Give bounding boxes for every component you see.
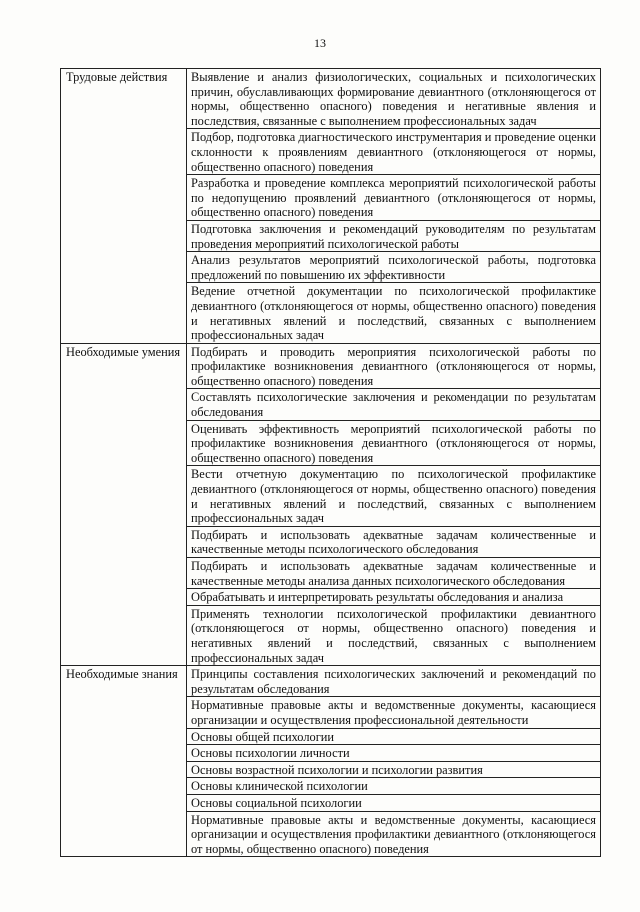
required-knowledge-item: Принципы составления психологических заключений и рекомендаций по результатам обследования bbox=[187, 666, 601, 697]
required-knowledge-item: Нормативные правовые акты и ведомственные документы, касающиеся организации и осуществления профилактики девиантного (отклоняющегося от нормы, общественно опасного) поведения bbox=[187, 811, 601, 857]
work-actions-item: Разработка и проведение комплекса мероприятий психологической работы по недопущению проявлений девиантного (отклоняющегося от нормы, общественно опасного) поведения bbox=[187, 175, 601, 221]
required-knowledge-item: Основы общей психологии bbox=[187, 728, 601, 745]
required-skills-item: Подбирать и проводить мероприятия психологической работы по профилактике возникновения девиантного (отклоняющегося от нормы, общественно опасного) поведения bbox=[187, 343, 601, 389]
required-skills-item: Вести отчетную документацию по психологической профилактике девиантного (отклоняющегося от нормы, общественно опасного) поведения и негативных явлений и последствий, связанных с выполнением профессиональных задач bbox=[187, 466, 601, 526]
required-skills-item: Применять технологии психологической профилактики девиантного (отклоняющегося от нормы, общественно опасного) поведения и негативных явлений и последствий, связанных с выполнением профессиональных задач bbox=[187, 605, 601, 665]
competency-table bbox=[60, 68, 601, 857]
required-skills-item: Подбирать и использовать адекватные задачам количественные и качественные методы психологического обследования bbox=[187, 526, 601, 557]
required-knowledge-label: Необходимые знания bbox=[61, 666, 187, 857]
work-actions-item: Выявление и анализ физиологических, социальных и психологических причин, обуславливающих формирование девиантного (отклоняющегося от нормы, общественно опасного) поведения и негативные явления и последствия, связанные с выполнением профессиональных задач bbox=[187, 69, 601, 129]
required-knowledge-item: Основы возрастной психологии и психологии развития bbox=[187, 761, 601, 778]
required-knowledge-item: Основы психологии личности bbox=[187, 745, 601, 762]
work-actions-item: Подбор, подготовка диагностического инструментария и проведение оценки склонности к проявлениям девиантного (отклоняющегося от нормы, общественно опасного) поведения bbox=[187, 129, 601, 175]
required-knowledge-item: Основы социальной психологии bbox=[187, 794, 601, 811]
required-skills-label: Необходимые умения bbox=[61, 343, 187, 665]
work-actions-item: Ведение отчетной документации по психологической профилактике девиантного (отклоняющегося от нормы, общественно опасного) поведения и негативных явлений и последствий, связанных с выполнением профессиональных задач bbox=[187, 283, 601, 343]
required-skills-item: Оценивать эффективность мероприятий психологической работы по профилактике возникновения девиантного (отклоняющегося от нормы, общественно опасного) поведения bbox=[187, 420, 601, 466]
required-knowledge-item: Основы клинической психологии bbox=[187, 778, 601, 795]
table-body bbox=[61, 69, 601, 857]
page-number: 13 bbox=[314, 36, 326, 50]
required-skills-item: Подбирать и использовать адекватные задачам количественные и качественные методы анализа данных психологического обследования bbox=[187, 558, 601, 589]
work-actions-label: Трудовые действия bbox=[61, 69, 187, 344]
required-knowledge-item: Нормативные правовые акты и ведомственные документы, касающиеся организации и осуществления профессиональной деятельности bbox=[187, 697, 601, 728]
work-actions-item: Подготовка заключения и рекомендаций руководителям по результатам проведения мероприятий психологической работы bbox=[187, 220, 601, 251]
required-knowledge-row bbox=[61, 666, 601, 697]
required-skills-item: Обрабатывать и интерпретировать результаты обследования и анализа bbox=[187, 589, 601, 606]
work-actions-row bbox=[61, 69, 601, 129]
required-skills-item: Составлять психологические заключения и рекомендации по результатам обследования bbox=[187, 389, 601, 420]
work-actions-item: Анализ результатов мероприятий психологической работы, подготовка предложений по повышению их эффективности bbox=[187, 252, 601, 283]
required-skills-row bbox=[61, 343, 601, 389]
